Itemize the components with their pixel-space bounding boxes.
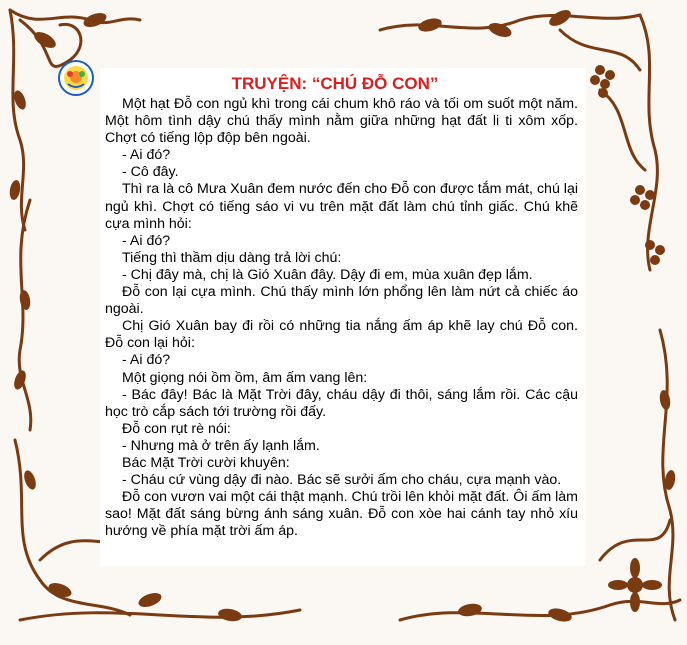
story-title: TRUYỆN: “CHÚ ĐỖ CON” bbox=[231, 74, 439, 93]
school-logo-icon bbox=[58, 60, 94, 96]
story-paragraph: Bác Mặt Trời cười khuyên: bbox=[122, 454, 290, 471]
story-paragraph: Thì ra là cô Mưa Xuân đem nước đến cho Đỗ con được tắm mát, chú lại ngủ khì. Chợt có tiếng sáo vi vu trên mặt đất làm chú tỉnh giấc. Chú khẽ cựa mình hỏi: bbox=[105, 181, 578, 232]
story-paragraph: - Nhưng mà ở trên ấy lạnh lắm. bbox=[122, 437, 320, 454]
story-paragraph: - Cháu cứ vùng dậy đi nào. Bác sẽ sưởi ấm cho cháu, cựa mạnh vào. bbox=[122, 472, 562, 489]
story-paragraph: Một hạt Đỗ con ngủ khì trong cái chum khô ráo và tối om suốt một năm. Một hôm tình dậy chú thấy mình nằm giữa những hạt đất li ti xôm xốp. Chợt có tiếng lộp độp bên ngoài. bbox=[105, 96, 578, 147]
story-paragraph: Một giọng nói ồm ồm, âm ấm vang lên: bbox=[122, 369, 368, 386]
story-paragraph: Đỗ con lại cựa mình. Chú thấy mình lớn phổng lên làm nứt cả chiếc áo ngoài. bbox=[105, 284, 578, 318]
story-paragraph: - Chị đây mà, chị là Gió Xuân đây. Dậy đi em, mùa xuân đẹp lắm. bbox=[122, 266, 533, 283]
story-paragraph: - Ai đó? bbox=[122, 232, 171, 249]
story-text bbox=[105, 96, 578, 540]
story-paragraph: - Bác đây! Bác là Mặt Trời đây, cháu dậy đi thôi, sáng lắm rồi. Các cậu học trò cắp sách tới trường rồi đấy. bbox=[105, 386, 578, 420]
story-paragraph: Chị Gió Xuân bay đi rồi có những tia nắng ấm áp khẽ lay chú Đỗ con. Đỗ con lại hỏi: bbox=[105, 318, 578, 352]
story-paragraph: Đỗ con vươn vai một cái thật mạnh. Chú trồi lên khỏi mặt đất. Ôi ấm làm sao! Mặt đất sáng bừng ánh sáng xuân. Đỗ con xòe hai cánh tay nhỏ xíu hướng về phía mặt trời ấm áp. bbox=[105, 489, 578, 540]
story-paragraph: Tiếng thì thầm dịu dàng trả lời chú: bbox=[122, 249, 342, 266]
story-paragraph: - Cô đây. bbox=[122, 164, 179, 181]
story-paragraph: - Ai đó? bbox=[122, 352, 171, 369]
story-paragraph: Đỗ con rụt rè nói: bbox=[122, 420, 231, 437]
story-paragraph: - Ai đó? bbox=[122, 147, 171, 164]
